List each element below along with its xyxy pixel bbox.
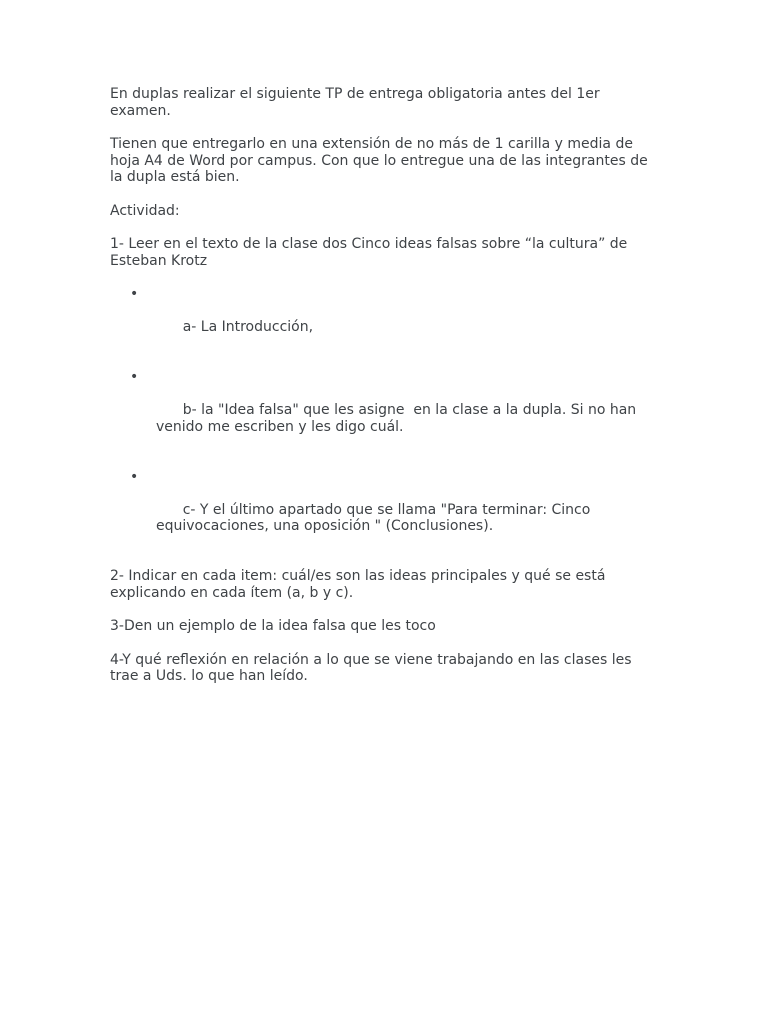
list-item <box>110 286 655 352</box>
list-item <box>110 469 655 552</box>
bullet-icon: • <box>130 369 139 385</box>
task-1-paragraph: 1- Leer en el texto de la clase dos Cinco ideas falsas sobre “la cultura” de Esteban Krotz <box>110 236 632 269</box>
task-4-paragraph: 4-Y qué reflexión en relación a lo que se viene trabajando en las clases les trae a Uds. lo que han leído. <box>110 651 636 684</box>
task-2-paragraph: 2- Indicar en cada item: cuál/es son las ideas principales y qué se está explicando en cada ítem (a, b y c). <box>110 568 610 601</box>
bullet-icon: • <box>130 286 139 302</box>
task-1-list <box>110 286 655 551</box>
list-item-text: c- Y el último apartado que se llama "Para terminar: Cinco equivocaciones, una oposición " (Conclusiones). <box>156 501 595 534</box>
list-item <box>110 369 655 452</box>
task-3-paragraph: 3-Den un ejemplo de la idea falsa que les toco <box>110 618 436 634</box>
bullet-icon: • <box>130 468 139 485</box>
list-item-text: a- La Introducción, <box>182 319 314 335</box>
document-page <box>110 86 655 702</box>
list-item-text: b- la "Idea falsa" que les asigne en la clase a la dupla. Si no han venido me escriben y les digo cuál. <box>156 402 641 435</box>
delivery-paragraph: Tienen que entregarlo en una extensión de no más de 1 carilla y media de hoja A4 de Word por campus. Con que lo entregue una de las integrantes de la dupla está bien. <box>110 136 653 185</box>
instructions-paragraph: En duplas realizar el siguiente TP de entrega obligatoria antes del 1er examen. <box>110 86 605 119</box>
activity-heading: Actividad: <box>110 202 180 219</box>
